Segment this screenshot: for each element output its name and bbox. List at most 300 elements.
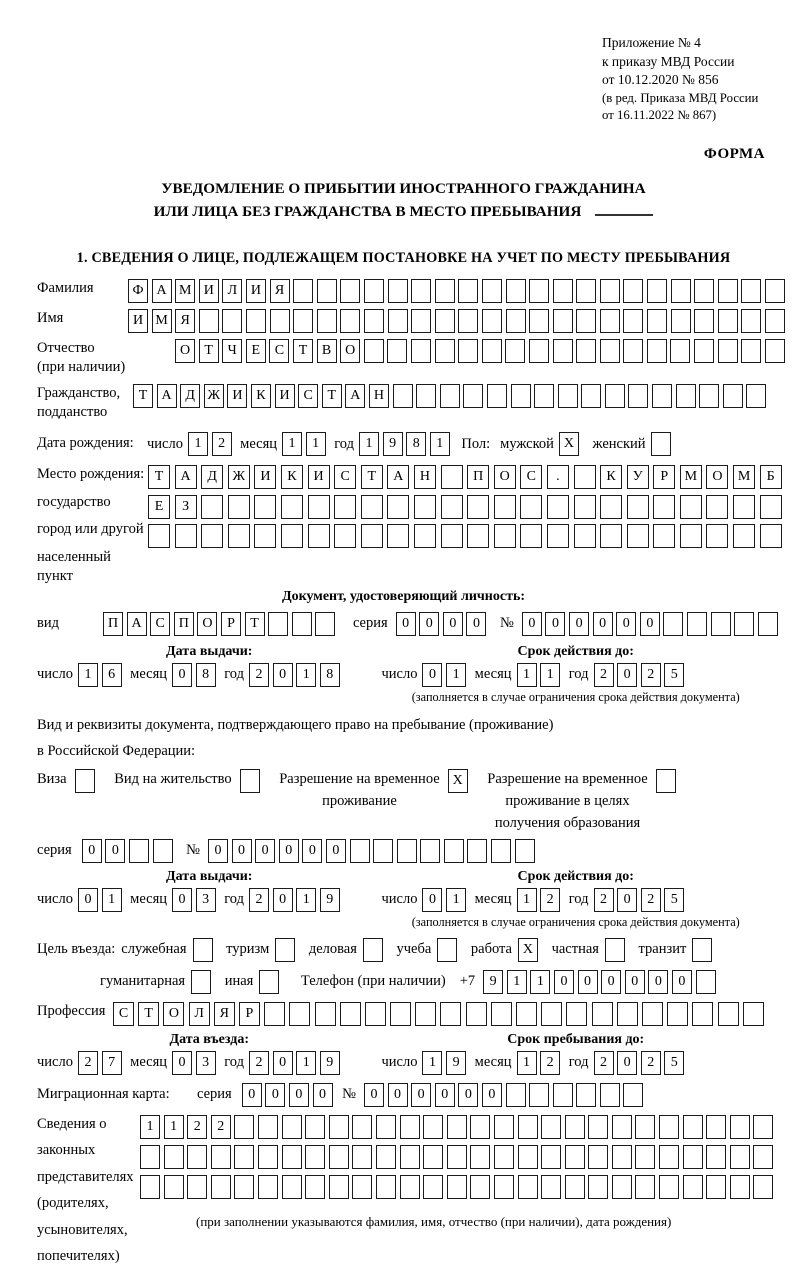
cell[interactable] xyxy=(441,465,463,489)
cell[interactable]: 0 xyxy=(617,663,637,687)
cell[interactable] xyxy=(390,1002,411,1026)
cell[interactable]: 0 xyxy=(302,839,322,863)
cell[interactable] xyxy=(529,279,549,303)
cell[interactable] xyxy=(435,339,455,363)
cell[interactable]: О xyxy=(197,612,217,636)
cell[interactable] xyxy=(588,1115,608,1139)
cell[interactable] xyxy=(765,279,785,303)
cell[interactable] xyxy=(315,1002,336,1026)
cell[interactable]: 9 xyxy=(483,970,503,994)
cell[interactable]: П xyxy=(467,465,489,489)
cell[interactable]: И xyxy=(254,465,276,489)
cell[interactable] xyxy=(270,309,290,333)
cell[interactable]: 0 xyxy=(616,612,636,636)
cell[interactable] xyxy=(671,309,691,333)
cell[interactable]: 0 xyxy=(396,612,416,636)
cell[interactable] xyxy=(416,384,436,408)
stay-month-cells[interactable] xyxy=(517,1051,564,1075)
doc-issue-month-cells[interactable] xyxy=(172,663,219,687)
citizenship-cells[interactable] xyxy=(133,384,770,408)
cell[interactable]: К xyxy=(251,384,271,408)
cell[interactable]: О xyxy=(340,339,360,363)
cell[interactable] xyxy=(361,495,383,519)
purpose-tourism-checkbox[interactable] xyxy=(275,938,299,962)
cell[interactable] xyxy=(612,1175,632,1199)
cell[interactable]: 2 xyxy=(212,432,232,456)
cell[interactable] xyxy=(659,1145,679,1169)
cell[interactable] xyxy=(440,384,460,408)
cell[interactable] xyxy=(148,524,170,548)
cell[interactable] xyxy=(753,1175,773,1199)
cell[interactable] xyxy=(576,279,596,303)
cell[interactable] xyxy=(254,524,276,548)
resident-valid-day-cells[interactable] xyxy=(422,888,469,912)
cell[interactable] xyxy=(376,1175,396,1199)
cell[interactable] xyxy=(411,339,431,363)
cell[interactable] xyxy=(491,839,511,863)
cell[interactable]: 1 xyxy=(507,970,527,994)
cell[interactable]: 0 xyxy=(265,1083,285,1107)
cell[interactable] xyxy=(340,1002,361,1026)
cell[interactable] xyxy=(494,495,516,519)
cell[interactable]: Н xyxy=(369,384,389,408)
cell[interactable] xyxy=(482,339,502,363)
birth-year-cells[interactable] xyxy=(359,432,453,456)
migration-number-cells[interactable] xyxy=(364,1083,647,1107)
cell[interactable]: Т xyxy=(245,612,265,636)
cell[interactable] xyxy=(494,1175,514,1199)
cell[interactable]: 2 xyxy=(540,1051,560,1075)
cell[interactable] xyxy=(676,384,696,408)
cell[interactable] xyxy=(723,384,743,408)
cell[interactable] xyxy=(334,524,356,548)
birth-place-cells-row2[interactable] xyxy=(148,495,786,519)
cell[interactable] xyxy=(470,1115,490,1139)
cell[interactable]: 0 xyxy=(82,839,102,863)
cell[interactable] xyxy=(129,839,149,863)
cell[interactable] xyxy=(258,1145,278,1169)
cell[interactable] xyxy=(397,839,417,863)
cell[interactable]: 0 xyxy=(273,1051,293,1075)
cell[interactable]: 0 xyxy=(208,839,228,863)
temp-residence-edu-checkbox[interactable] xyxy=(656,769,680,793)
cell[interactable]: 0 xyxy=(172,888,192,912)
cell[interactable] xyxy=(581,384,601,408)
cell[interactable]: 0 xyxy=(232,839,252,863)
cell[interactable]: 0 xyxy=(482,1083,502,1107)
cell[interactable] xyxy=(651,432,671,456)
cell[interactable]: 0 xyxy=(422,663,442,687)
cell[interactable] xyxy=(352,1115,372,1139)
cell[interactable] xyxy=(222,309,242,333)
cell[interactable]: 0 xyxy=(640,612,660,636)
cell[interactable]: И xyxy=(199,279,219,303)
cell[interactable] xyxy=(308,495,330,519)
cell[interactable]: 1 xyxy=(282,432,302,456)
cell[interactable] xyxy=(352,1145,372,1169)
cell[interactable] xyxy=(289,1002,310,1026)
cell[interactable] xyxy=(612,1145,632,1169)
cell[interactable] xyxy=(329,1115,349,1139)
cell[interactable] xyxy=(164,1175,184,1199)
cell[interactable] xyxy=(487,384,507,408)
cell[interactable] xyxy=(765,309,785,333)
cell[interactable] xyxy=(706,524,728,548)
cell[interactable] xyxy=(547,495,569,519)
cell[interactable]: С xyxy=(334,465,356,489)
cell[interactable]: С xyxy=(520,465,542,489)
cell[interactable] xyxy=(466,1002,487,1026)
cell[interactable] xyxy=(373,839,393,863)
cell[interactable]: 9 xyxy=(320,888,340,912)
cell[interactable] xyxy=(680,495,702,519)
cell[interactable]: 0 xyxy=(648,970,668,994)
cell[interactable]: 2 xyxy=(187,1115,207,1139)
visa-checkbox[interactable] xyxy=(75,769,99,793)
cell[interactable] xyxy=(506,279,526,303)
doc-seria-cells[interactable] xyxy=(396,612,490,636)
cell[interactable] xyxy=(623,339,643,363)
cell[interactable] xyxy=(647,339,667,363)
cell[interactable] xyxy=(415,1002,436,1026)
cell[interactable] xyxy=(491,1002,512,1026)
cell[interactable] xyxy=(553,309,573,333)
cell[interactable]: 0 xyxy=(172,1051,192,1075)
cell[interactable] xyxy=(659,1175,679,1199)
cell[interactable]: 0 xyxy=(388,1083,408,1107)
cell[interactable] xyxy=(364,339,384,363)
cell[interactable] xyxy=(627,495,649,519)
cell[interactable] xyxy=(518,1145,538,1169)
cell[interactable]: . xyxy=(547,465,569,489)
cell[interactable]: Т xyxy=(148,465,170,489)
cell[interactable] xyxy=(505,339,525,363)
resident-issue-day-cells[interactable] xyxy=(78,888,125,912)
cell[interactable]: Е xyxy=(148,495,170,519)
cell[interactable]: Ф xyxy=(128,279,148,303)
cell[interactable] xyxy=(175,524,197,548)
cell[interactable] xyxy=(753,1115,773,1139)
cell[interactable] xyxy=(458,309,478,333)
cell[interactable] xyxy=(680,524,702,548)
cell[interactable] xyxy=(506,309,526,333)
cell[interactable]: Д xyxy=(201,465,223,489)
cell[interactable]: 8 xyxy=(320,663,340,687)
cell[interactable] xyxy=(340,279,360,303)
cell[interactable]: 0 xyxy=(411,1083,431,1107)
cell[interactable]: 0 xyxy=(273,663,293,687)
cell[interactable] xyxy=(635,1175,655,1199)
cell[interactable] xyxy=(529,339,549,363)
cell[interactable]: 0 xyxy=(419,612,439,636)
cell[interactable]: С xyxy=(113,1002,134,1026)
cell[interactable] xyxy=(600,1083,620,1107)
doc-issue-year-cells[interactable] xyxy=(249,663,343,687)
cell[interactable] xyxy=(388,309,408,333)
cell[interactable] xyxy=(258,1175,278,1199)
cell[interactable] xyxy=(400,1175,420,1199)
cell[interactable]: 1 xyxy=(517,1051,537,1075)
cell[interactable] xyxy=(467,839,487,863)
cell[interactable]: 1 xyxy=(140,1115,160,1139)
cell[interactable] xyxy=(411,279,431,303)
cell[interactable]: 1 xyxy=(446,663,466,687)
cell[interactable]: 2 xyxy=(249,888,269,912)
cell[interactable]: 1 xyxy=(517,663,537,687)
resident-valid-month-cells[interactable] xyxy=(517,888,564,912)
birth-day-cells[interactable] xyxy=(188,432,235,456)
cell[interactable] xyxy=(293,279,313,303)
cell[interactable] xyxy=(364,309,384,333)
birth-place-cells-row3[interactable] xyxy=(148,524,786,548)
cell[interactable]: 2 xyxy=(641,888,661,912)
cell[interactable] xyxy=(447,1115,467,1139)
cell[interactable] xyxy=(663,612,683,636)
cell[interactable]: 2 xyxy=(594,1051,614,1075)
migration-seria-cells[interactable] xyxy=(242,1083,336,1107)
cell[interactable] xyxy=(365,1002,386,1026)
cell[interactable]: Р xyxy=(239,1002,260,1026)
cell[interactable] xyxy=(518,1175,538,1199)
cell[interactable]: И xyxy=(128,309,148,333)
cell[interactable] xyxy=(516,1002,537,1026)
cell[interactable] xyxy=(352,1175,372,1199)
sex-female-checkbox[interactable] xyxy=(651,432,675,456)
cell[interactable]: А xyxy=(175,465,197,489)
cell[interactable] xyxy=(683,1175,703,1199)
cell[interactable] xyxy=(414,495,436,519)
cell[interactable] xyxy=(275,938,295,962)
cell[interactable]: 1 xyxy=(296,1051,316,1075)
cell[interactable] xyxy=(600,279,620,303)
resident-issue-year-cells[interactable] xyxy=(249,888,343,912)
cell[interactable]: 0 xyxy=(617,888,637,912)
cell[interactable] xyxy=(576,339,596,363)
cell[interactable] xyxy=(388,279,408,303)
cell[interactable] xyxy=(574,495,596,519)
cell[interactable] xyxy=(211,1145,231,1169)
cell[interactable] xyxy=(447,1175,467,1199)
cell[interactable] xyxy=(547,524,569,548)
cell[interactable] xyxy=(760,524,782,548)
cell[interactable] xyxy=(623,309,643,333)
cell[interactable] xyxy=(692,1002,713,1026)
cell[interactable] xyxy=(363,938,383,962)
cell[interactable] xyxy=(234,1115,254,1139)
cell[interactable] xyxy=(153,839,173,863)
cell[interactable]: Б xyxy=(760,465,782,489)
cell[interactable] xyxy=(259,970,279,994)
cell[interactable] xyxy=(706,1175,726,1199)
cell[interactable]: Д xyxy=(180,384,200,408)
cell[interactable] xyxy=(191,970,211,994)
cell[interactable] xyxy=(482,309,502,333)
cell[interactable] xyxy=(441,495,463,519)
cell[interactable] xyxy=(435,309,455,333)
cell[interactable] xyxy=(652,384,672,408)
cell[interactable]: 0 xyxy=(617,1051,637,1075)
cell[interactable] xyxy=(534,384,554,408)
cell[interactable] xyxy=(494,524,516,548)
cell[interactable]: С xyxy=(150,612,170,636)
cell[interactable] xyxy=(437,938,457,962)
cell[interactable] xyxy=(199,309,219,333)
cell[interactable] xyxy=(511,384,531,408)
entry-month-cells[interactable] xyxy=(172,1051,219,1075)
representatives-cells-row3[interactable] xyxy=(140,1175,777,1199)
cell[interactable]: 2 xyxy=(641,663,661,687)
cell[interactable] xyxy=(553,339,573,363)
cell[interactable]: 0 xyxy=(625,970,645,994)
cell[interactable] xyxy=(743,1002,764,1026)
cell[interactable] xyxy=(470,1175,490,1199)
cell[interactable]: Т xyxy=(361,465,383,489)
cell[interactable]: Я xyxy=(270,279,290,303)
cell[interactable] xyxy=(494,1145,514,1169)
cell[interactable]: Ж xyxy=(204,384,224,408)
cell[interactable]: О xyxy=(494,465,516,489)
cell[interactable]: 1 xyxy=(78,663,98,687)
cell[interactable] xyxy=(623,1083,643,1107)
cell[interactable] xyxy=(694,339,714,363)
stay-day-cells[interactable] xyxy=(422,1051,469,1075)
cell[interactable] xyxy=(565,1175,585,1199)
cell[interactable] xyxy=(706,1115,726,1139)
representatives-cells-row1[interactable] xyxy=(140,1115,777,1139)
cell[interactable]: 1 xyxy=(296,663,316,687)
cell[interactable] xyxy=(201,524,223,548)
cell[interactable]: 9 xyxy=(446,1051,466,1075)
cell[interactable] xyxy=(576,309,596,333)
cell[interactable]: 2 xyxy=(540,888,560,912)
sex-male-checkbox[interactable] xyxy=(559,432,583,456)
cell[interactable]: У xyxy=(627,465,649,489)
cell[interactable]: 1 xyxy=(517,888,537,912)
cell[interactable]: 0 xyxy=(578,970,598,994)
firstname-cells[interactable] xyxy=(128,309,789,333)
cell[interactable] xyxy=(334,495,356,519)
cell[interactable] xyxy=(694,309,714,333)
cell[interactable] xyxy=(529,309,549,333)
doc-issue-day-cells[interactable] xyxy=(78,663,125,687)
cell[interactable]: 0 xyxy=(593,612,613,636)
cell[interactable]: X xyxy=(559,432,579,456)
cell[interactable] xyxy=(711,612,731,636)
cell[interactable] xyxy=(317,279,337,303)
cell[interactable] xyxy=(423,1115,443,1139)
cell[interactable]: 2 xyxy=(249,663,269,687)
cell[interactable] xyxy=(506,1083,526,1107)
entry-day-cells[interactable] xyxy=(78,1051,125,1075)
cell[interactable] xyxy=(730,1175,750,1199)
purpose-private-checkbox[interactable] xyxy=(605,938,629,962)
cell[interactable]: И xyxy=(275,384,295,408)
purpose-humanitarian-checkbox[interactable] xyxy=(191,970,215,994)
cell[interactable]: Я xyxy=(175,309,195,333)
cell[interactable] xyxy=(317,309,337,333)
cell[interactable]: М xyxy=(680,465,702,489)
cell[interactable] xyxy=(240,769,260,793)
cell[interactable] xyxy=(588,1145,608,1169)
cell[interactable]: 2 xyxy=(211,1115,231,1139)
cell[interactable] xyxy=(553,1083,573,1107)
cell[interactable] xyxy=(600,309,620,333)
cell[interactable]: М xyxy=(175,279,195,303)
cell[interactable] xyxy=(387,495,409,519)
cell[interactable]: 0 xyxy=(435,1083,455,1107)
birth-month-cells[interactable] xyxy=(282,432,329,456)
cell[interactable] xyxy=(706,495,728,519)
cell[interactable]: 1 xyxy=(306,432,326,456)
cell[interactable] xyxy=(760,495,782,519)
cell[interactable] xyxy=(520,524,542,548)
cell[interactable] xyxy=(683,1115,703,1139)
cell[interactable] xyxy=(758,612,778,636)
cell[interactable] xyxy=(670,339,690,363)
cell[interactable] xyxy=(741,339,761,363)
cell[interactable] xyxy=(387,524,409,548)
cell[interactable] xyxy=(623,279,643,303)
cell[interactable]: 5 xyxy=(664,663,684,687)
cell[interactable]: 2 xyxy=(78,1051,98,1075)
cell[interactable] xyxy=(730,1115,750,1139)
doc-valid-day-cells[interactable] xyxy=(422,663,469,687)
cell[interactable]: 0 xyxy=(601,970,621,994)
cell[interactable] xyxy=(140,1145,160,1169)
cell[interactable]: 0 xyxy=(326,839,346,863)
cell[interactable] xyxy=(574,524,596,548)
cell[interactable] xyxy=(387,339,407,363)
cell[interactable] xyxy=(264,1002,285,1026)
cell[interactable]: 0 xyxy=(289,1083,309,1107)
resident-valid-year-cells[interactable] xyxy=(594,888,688,912)
cell[interactable]: К xyxy=(600,465,622,489)
cell[interactable] xyxy=(692,938,712,962)
cell[interactable]: 6 xyxy=(102,663,122,687)
cell[interactable] xyxy=(470,1145,490,1169)
cell[interactable]: Е xyxy=(246,339,266,363)
cell[interactable]: 1 xyxy=(296,888,316,912)
cell[interactable] xyxy=(282,1115,302,1139)
cell[interactable]: В xyxy=(317,339,337,363)
cell[interactable]: О xyxy=(706,465,728,489)
cell[interactable]: 9 xyxy=(320,1051,340,1075)
cell[interactable] xyxy=(699,384,719,408)
cell[interactable]: 0 xyxy=(672,970,692,994)
cell[interactable] xyxy=(718,309,738,333)
cell[interactable] xyxy=(458,339,478,363)
cell[interactable] xyxy=(553,279,573,303)
cell[interactable]: Р xyxy=(221,612,241,636)
cell[interactable]: А xyxy=(157,384,177,408)
cell[interactable]: А xyxy=(127,612,147,636)
cell[interactable]: 9 xyxy=(383,432,403,456)
cell[interactable] xyxy=(423,1175,443,1199)
cell[interactable]: Н xyxy=(414,465,436,489)
cell[interactable]: 7 xyxy=(102,1051,122,1075)
cell[interactable] xyxy=(281,495,303,519)
cell[interactable] xyxy=(647,309,667,333)
cell[interactable] xyxy=(340,309,360,333)
cell[interactable] xyxy=(308,524,330,548)
cell[interactable] xyxy=(329,1175,349,1199)
cell[interactable]: О xyxy=(175,339,195,363)
cell[interactable]: Я xyxy=(214,1002,235,1026)
cell[interactable] xyxy=(193,938,213,962)
cell[interactable]: 5 xyxy=(664,1051,684,1075)
cell[interactable] xyxy=(592,1002,613,1026)
cell[interactable] xyxy=(520,495,542,519)
